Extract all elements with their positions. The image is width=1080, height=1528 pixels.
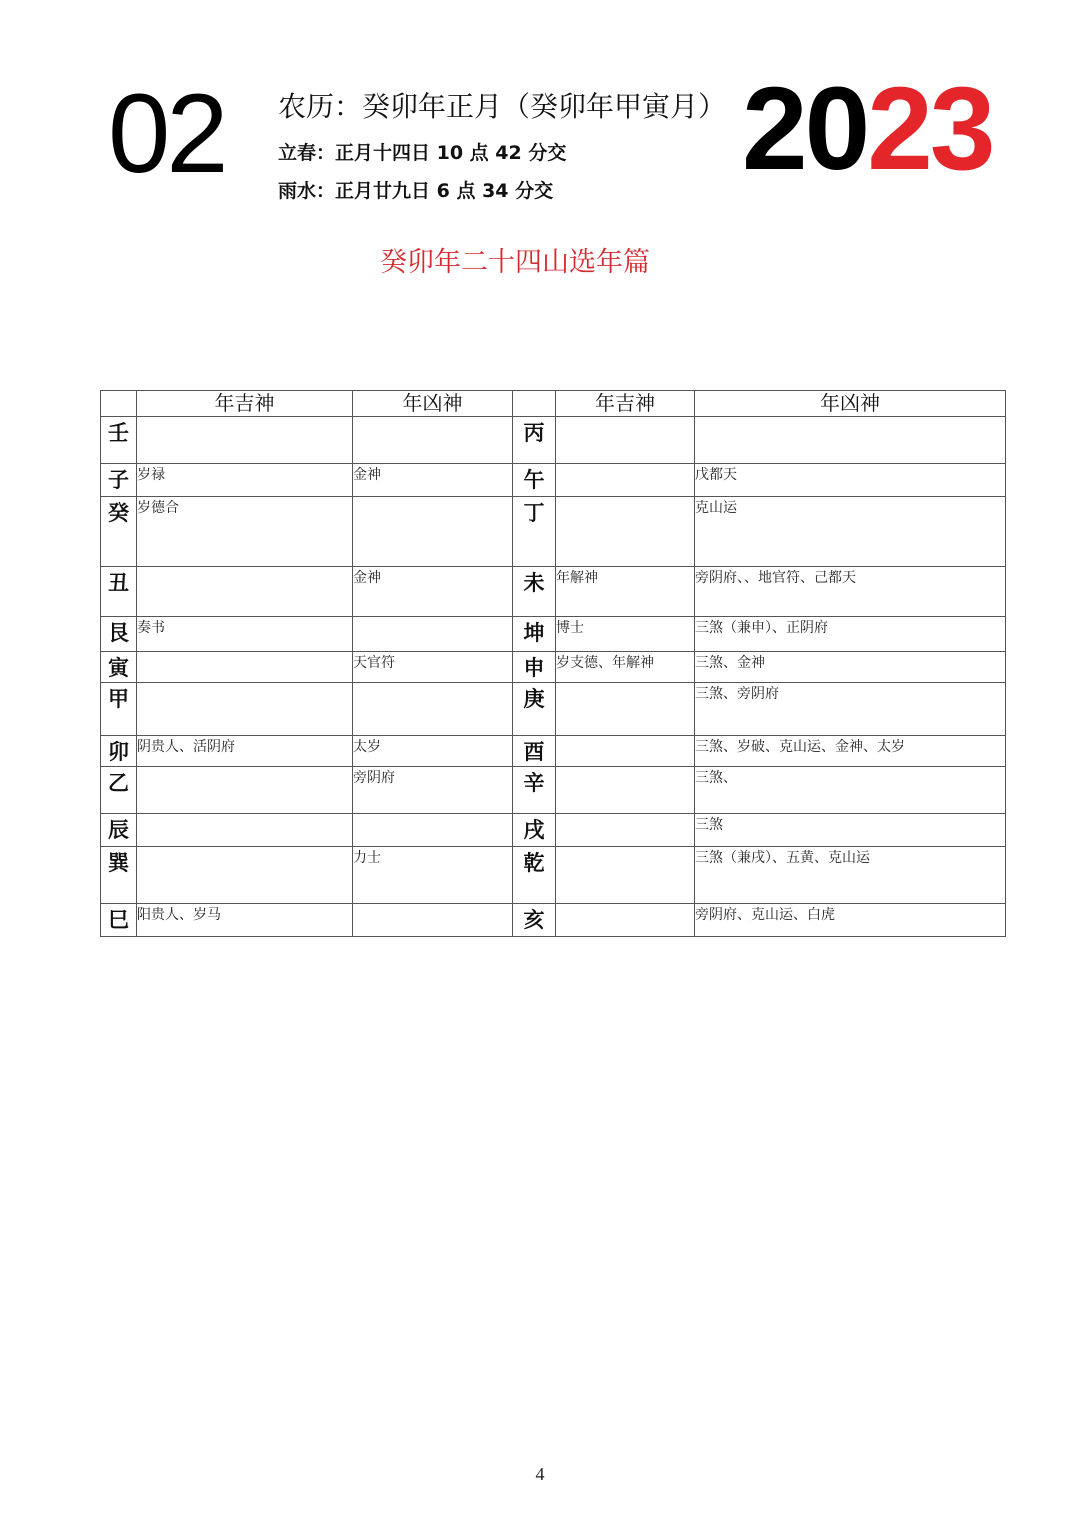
table-row — [101, 652, 1006, 683]
auspicious-cell — [137, 814, 353, 847]
inauspicious-cell: 旁阴府、、地官符、己都天 — [695, 567, 1006, 617]
mountain-cell: 亥 — [513, 904, 556, 937]
mountain-cell: 艮 — [101, 617, 137, 652]
mountain-cell: 巳 — [101, 904, 137, 937]
mountain-cell: 申 — [513, 652, 556, 683]
auspicious-cell — [137, 767, 353, 814]
mountain-cell: 丁 — [513, 497, 556, 567]
table-header-row — [101, 391, 1006, 417]
auspicious-cell: 岁德合 — [137, 497, 353, 567]
table-row — [101, 814, 1006, 847]
inauspicious-cell: 三煞（兼戌）、五黄、克山运 — [695, 847, 1006, 904]
mountain-cell: 酉 — [513, 736, 556, 767]
auspicious-cell: 岁禄 — [137, 464, 353, 497]
inauspicious-cell: 旁阴府 — [353, 767, 513, 814]
year-digits-black: 20 — [742, 63, 868, 195]
page-number: 4 — [535, 1464, 545, 1484]
inauspicious-cell — [353, 497, 513, 567]
mountain-cell: 寅 — [101, 652, 137, 683]
mountain-cell: 丙 — [513, 417, 556, 464]
auspicious-cell — [137, 652, 353, 683]
mountain-cell: 乙 — [101, 767, 137, 814]
auspicious-cell — [556, 904, 695, 937]
mountain-cell: 庚 — [513, 683, 556, 736]
inauspicious-cell — [353, 683, 513, 736]
page-title: 癸卯年二十四山选年篇 — [380, 247, 650, 278]
solar-term-lichun: 立春：正月十四日 10 点 42 分交 — [278, 142, 567, 164]
table-row — [101, 767, 1006, 814]
auspicious-cell — [137, 683, 353, 736]
table-row — [101, 464, 1006, 497]
mountain-cell: 午 — [513, 464, 556, 497]
year-number — [742, 63, 993, 195]
header-inauspicious-left: 年凶神 — [353, 391, 513, 417]
inauspicious-cell: 金神 — [353, 464, 513, 497]
mountain-cell: 辰 — [101, 814, 137, 847]
year-digit-red-2: 3 — [929, 63, 993, 195]
auspicious-cell — [556, 736, 695, 767]
mountains-table — [100, 390, 1006, 937]
auspicious-cell — [137, 417, 353, 464]
auspicious-cell — [137, 567, 353, 617]
mountain-cell: 丑 — [101, 567, 137, 617]
table-row — [101, 617, 1006, 652]
inauspicious-cell — [353, 417, 513, 464]
table-row — [101, 417, 1006, 464]
inauspicious-cell: 力士 — [353, 847, 513, 904]
inauspicious-cell: 三煞、金神 — [695, 652, 1006, 683]
inauspicious-cell: 三煞、岁破、克山运、金神、太岁 — [695, 736, 1006, 767]
auspicious-cell: 阳贵人、岁马 — [137, 904, 353, 937]
header-mountain-right — [513, 391, 556, 417]
inauspicious-cell: 旁阴府、克山运、白虎 — [695, 904, 1006, 937]
year-digit-red-1: 2 — [867, 63, 930, 195]
month-number: 02 — [108, 71, 225, 196]
inauspicious-cell — [695, 417, 1006, 464]
mountain-cell: 坤 — [513, 617, 556, 652]
auspicious-cell: 奏书 — [137, 617, 353, 652]
inauspicious-cell: 三煞（兼申）、正阴府 — [695, 617, 1006, 652]
auspicious-cell — [556, 464, 695, 497]
table-row — [101, 683, 1006, 736]
table-row — [101, 567, 1006, 617]
lunar-date-line: 农历：癸卯年正月（癸卯年甲寅月） — [278, 90, 727, 123]
mountain-cell: 乾 — [513, 847, 556, 904]
header-auspicious-right: 年吉神 — [556, 391, 695, 417]
inauspicious-cell: 三煞、旁阴府 — [695, 683, 1006, 736]
auspicious-cell: 岁支德、年解神 — [556, 652, 695, 683]
mountain-cell: 辛 — [513, 767, 556, 814]
auspicious-cell: 年解神 — [556, 567, 695, 617]
solar-term-yushui: 雨水：正月廿九日 6 点 34 分交 — [278, 180, 554, 202]
inauspicious-cell — [353, 904, 513, 937]
mountain-cell: 壬 — [101, 417, 137, 464]
auspicious-cell — [556, 767, 695, 814]
header-auspicious-left: 年吉神 — [137, 391, 353, 417]
inauspicious-cell: 戊都天 — [695, 464, 1006, 497]
inauspicious-cell: 三煞、 — [695, 767, 1006, 814]
inauspicious-cell: 天官符 — [353, 652, 513, 683]
mountain-cell: 巽 — [101, 847, 137, 904]
auspicious-cell — [137, 847, 353, 904]
inauspicious-cell — [353, 814, 513, 847]
table-row — [101, 497, 1006, 567]
auspicious-cell — [556, 683, 695, 736]
auspicious-cell — [556, 497, 695, 567]
inauspicious-cell: 太岁 — [353, 736, 513, 767]
mountain-cell: 戌 — [513, 814, 556, 847]
header-mountain-left — [101, 391, 137, 417]
auspicious-cell: 阴贵人、活阴府 — [137, 736, 353, 767]
table-row — [101, 736, 1006, 767]
mountain-cell: 子 — [101, 464, 137, 497]
mountain-cell: 卯 — [101, 736, 137, 767]
auspicious-cell — [556, 417, 695, 464]
inauspicious-cell — [353, 617, 513, 652]
header-inauspicious-right: 年凶神 — [695, 391, 1006, 417]
mountain-cell: 甲 — [101, 683, 137, 736]
inauspicious-cell: 克山运 — [695, 497, 1006, 567]
inauspicious-cell: 金神 — [353, 567, 513, 617]
auspicious-cell — [556, 814, 695, 847]
table-row — [101, 904, 1006, 937]
table-row — [101, 847, 1006, 904]
mountain-cell: 癸 — [101, 497, 137, 567]
auspicious-cell — [556, 847, 695, 904]
mountain-cell: 未 — [513, 567, 556, 617]
inauspicious-cell: 三煞 — [695, 814, 1006, 847]
auspicious-cell: 博士 — [556, 617, 695, 652]
